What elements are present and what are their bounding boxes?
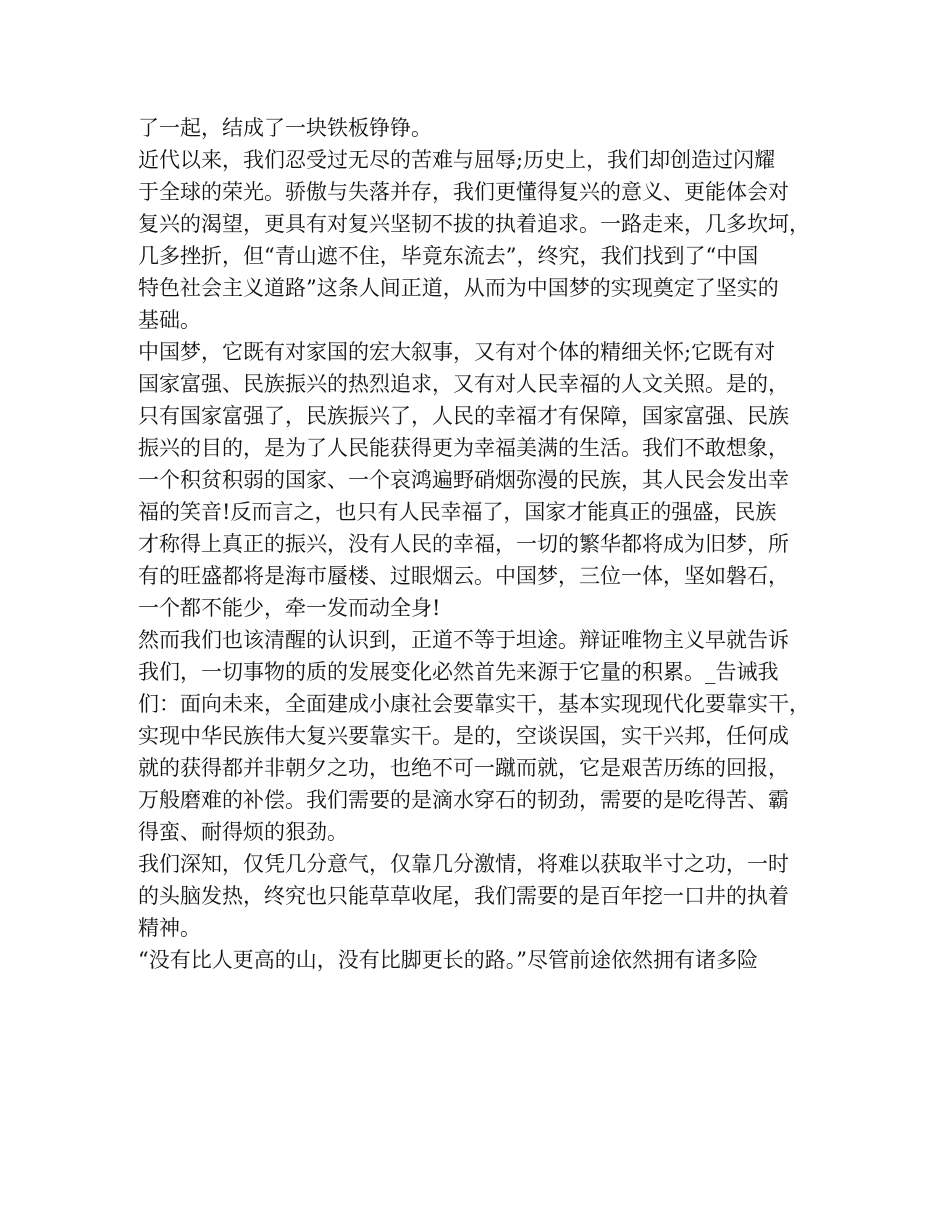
text-line: 中国梦，它既有对家国的宏大叙事，又有对个体的精细关怀;它既有对 [138,340,776,364]
text-line: 得蛮、耐得烦的狠劲。 [138,820,348,844]
text-line: 才称得上真正的振兴，没有人民的幸福，一切的繁华都将成为旧梦，所 [138,532,789,556]
text-line: 国家富强、民族振兴的热烈追求，又有对人民幸福的人文关照。是的， [138,372,789,396]
text-line: 特色社会主义道路”这条人间正道，从而为中国梦的实现奠定了坚实的 [138,276,779,300]
text-line: 就的获得都并非朝夕之功，也绝不可一蹴而就，它是艰苦历练的回报， [138,756,789,780]
paragraph [138,112,818,144]
text-line: 我们，一切事物的质的发展变化必然首先来源于它量的积累。_告诫我 [138,660,779,684]
text-line: 基础。 [138,308,201,332]
text-line: 只有国家富强了，民族振兴了，人民的幸福才有保障，国家富强、民族 [138,404,789,428]
document-body [138,112,818,976]
text-line: 实现中华民族伟大复兴要靠实干。是的，空谈误国，实干兴邦，任何成 [138,724,789,748]
text-line: “没有比人更高的山，没有比脚更长的路。”尽管前途依然拥有诸多险 [138,948,758,972]
paragraph [138,848,818,944]
text-line: 一个积贫积弱的国家、一个哀鸿遍野硝烟弥漫的民族，其人民会发出幸 [138,468,789,492]
text-line: 福的笑音!反而言之，也只有人民幸福了，国家才能真正的强盛，民族 [138,500,777,524]
paragraph [138,944,818,976]
text-line: 精神。 [138,916,201,940]
text-line: 几多挫折，但“青山遮不住，毕竟东流去”，终究，我们找到了“中国 [138,244,759,268]
text-line: 了一起，结成了一块铁板铮铮。 [138,116,432,140]
text-line: 我们深知，仅凭几分意气，仅靠几分激情，将难以获取半寸之功，一时 [138,852,789,876]
paragraph [138,336,818,624]
paragraph [138,624,818,848]
text-line: 振兴的目的，是为了人民能获得更为幸福美满的生活。我们不敢想象， [138,436,789,460]
text-line: 一个都不能少，牵一发而动全身! [138,596,441,620]
text-line: 们：面向未来，全面建成小康社会要靠实干，基本实现现代化要靠实干， [138,692,810,716]
text-line: 复兴的渴望，更具有对复兴坚韧不拔的执着追求。一路走来，几多坎坷， [138,212,810,236]
text-line: 近代以来，我们忍受过无尽的苦难与屈辱;历史上，我们却创造过闪耀 [138,148,776,172]
text-line: 有的旺盛都将是海市蜃楼、过眼烟云。中国梦，三位一体，坚如磐石， [138,564,789,588]
text-line: 然而我们也该清醒的认识到，正道不等于坦途。辩证唯物主义早就告诉 [138,628,789,652]
paragraph [138,144,818,336]
text-line: 于全球的荣光。骄傲与失落并存，我们更懂得复兴的意义、更能体会对 [138,180,789,204]
text-line: 的头脑发热，终究也只能草草收尾，我们需要的是百年挖一口井的执着 [138,884,789,908]
text-line: 万般磨难的补偿。我们需要的是滴水穿石的韧劲，需要的是吃得苦、霸 [138,788,789,812]
